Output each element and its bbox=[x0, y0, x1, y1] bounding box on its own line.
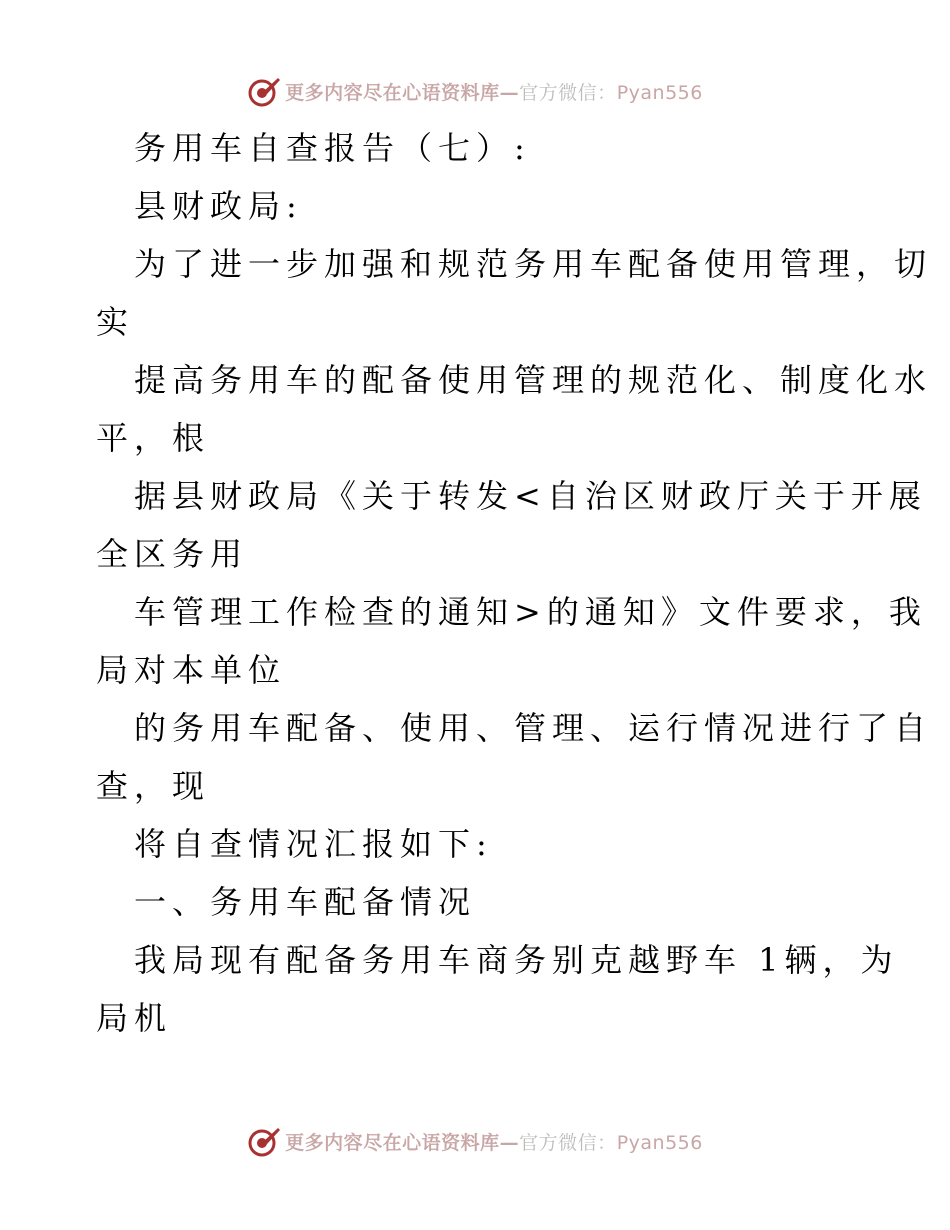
pen-logo-icon bbox=[247, 1124, 281, 1158]
watermark-separator: — bbox=[499, 1131, 520, 1154]
document-line: 查，现 bbox=[96, 767, 211, 805]
watermark-text bbox=[285, 78, 703, 105]
document-line: 据县财政局《关于转发<自治区财政厅关于开展 bbox=[134, 477, 927, 515]
watermark-footer bbox=[0, 1121, 950, 1161]
document-line: 我局现有配备务用车商务别克越野车 1辆，为 bbox=[134, 941, 899, 979]
watermark-id: Pyan556 bbox=[616, 1131, 703, 1154]
document-line: 局机 bbox=[96, 999, 173, 1037]
watermark-official: 官方微信： bbox=[519, 1131, 617, 1154]
document-line: 提高务用车的配备使用管理的规范化、制度化水 bbox=[134, 361, 933, 399]
document-line: 实 bbox=[96, 303, 135, 341]
document-line: 车管理工作检查的通知>的通知》文件要求，我 bbox=[134, 593, 927, 631]
document-line: 的务用车配备、使用、管理、运行情况进行了自 bbox=[134, 709, 933, 747]
section-heading: 一、务用车配备情况 bbox=[134, 883, 477, 921]
document-title: 务用车自查报告（七）: bbox=[134, 129, 531, 167]
watermark-header bbox=[0, 71, 950, 111]
document-line: 平，根 bbox=[96, 419, 211, 457]
pen-logo-icon bbox=[247, 74, 281, 108]
watermark-main: 更多内容尽在心语资料库 bbox=[285, 1131, 500, 1154]
watermark-official: 官方微信： bbox=[519, 81, 617, 104]
document-line: 局对本单位 bbox=[96, 651, 287, 689]
document-line: 县财政局: bbox=[134, 187, 303, 225]
document-line: 全区务用 bbox=[96, 535, 249, 573]
watermark-id: Pyan556 bbox=[616, 81, 703, 104]
watermark-text bbox=[285, 1128, 703, 1155]
watermark-main: 更多内容尽在心语资料库 bbox=[285, 81, 500, 104]
document-line: 将自查情况汇报如下: bbox=[134, 825, 493, 863]
watermark-separator: — bbox=[499, 81, 520, 104]
document-line: 为了进一步加强和规范务用车配备使用管理，切 bbox=[134, 245, 933, 283]
